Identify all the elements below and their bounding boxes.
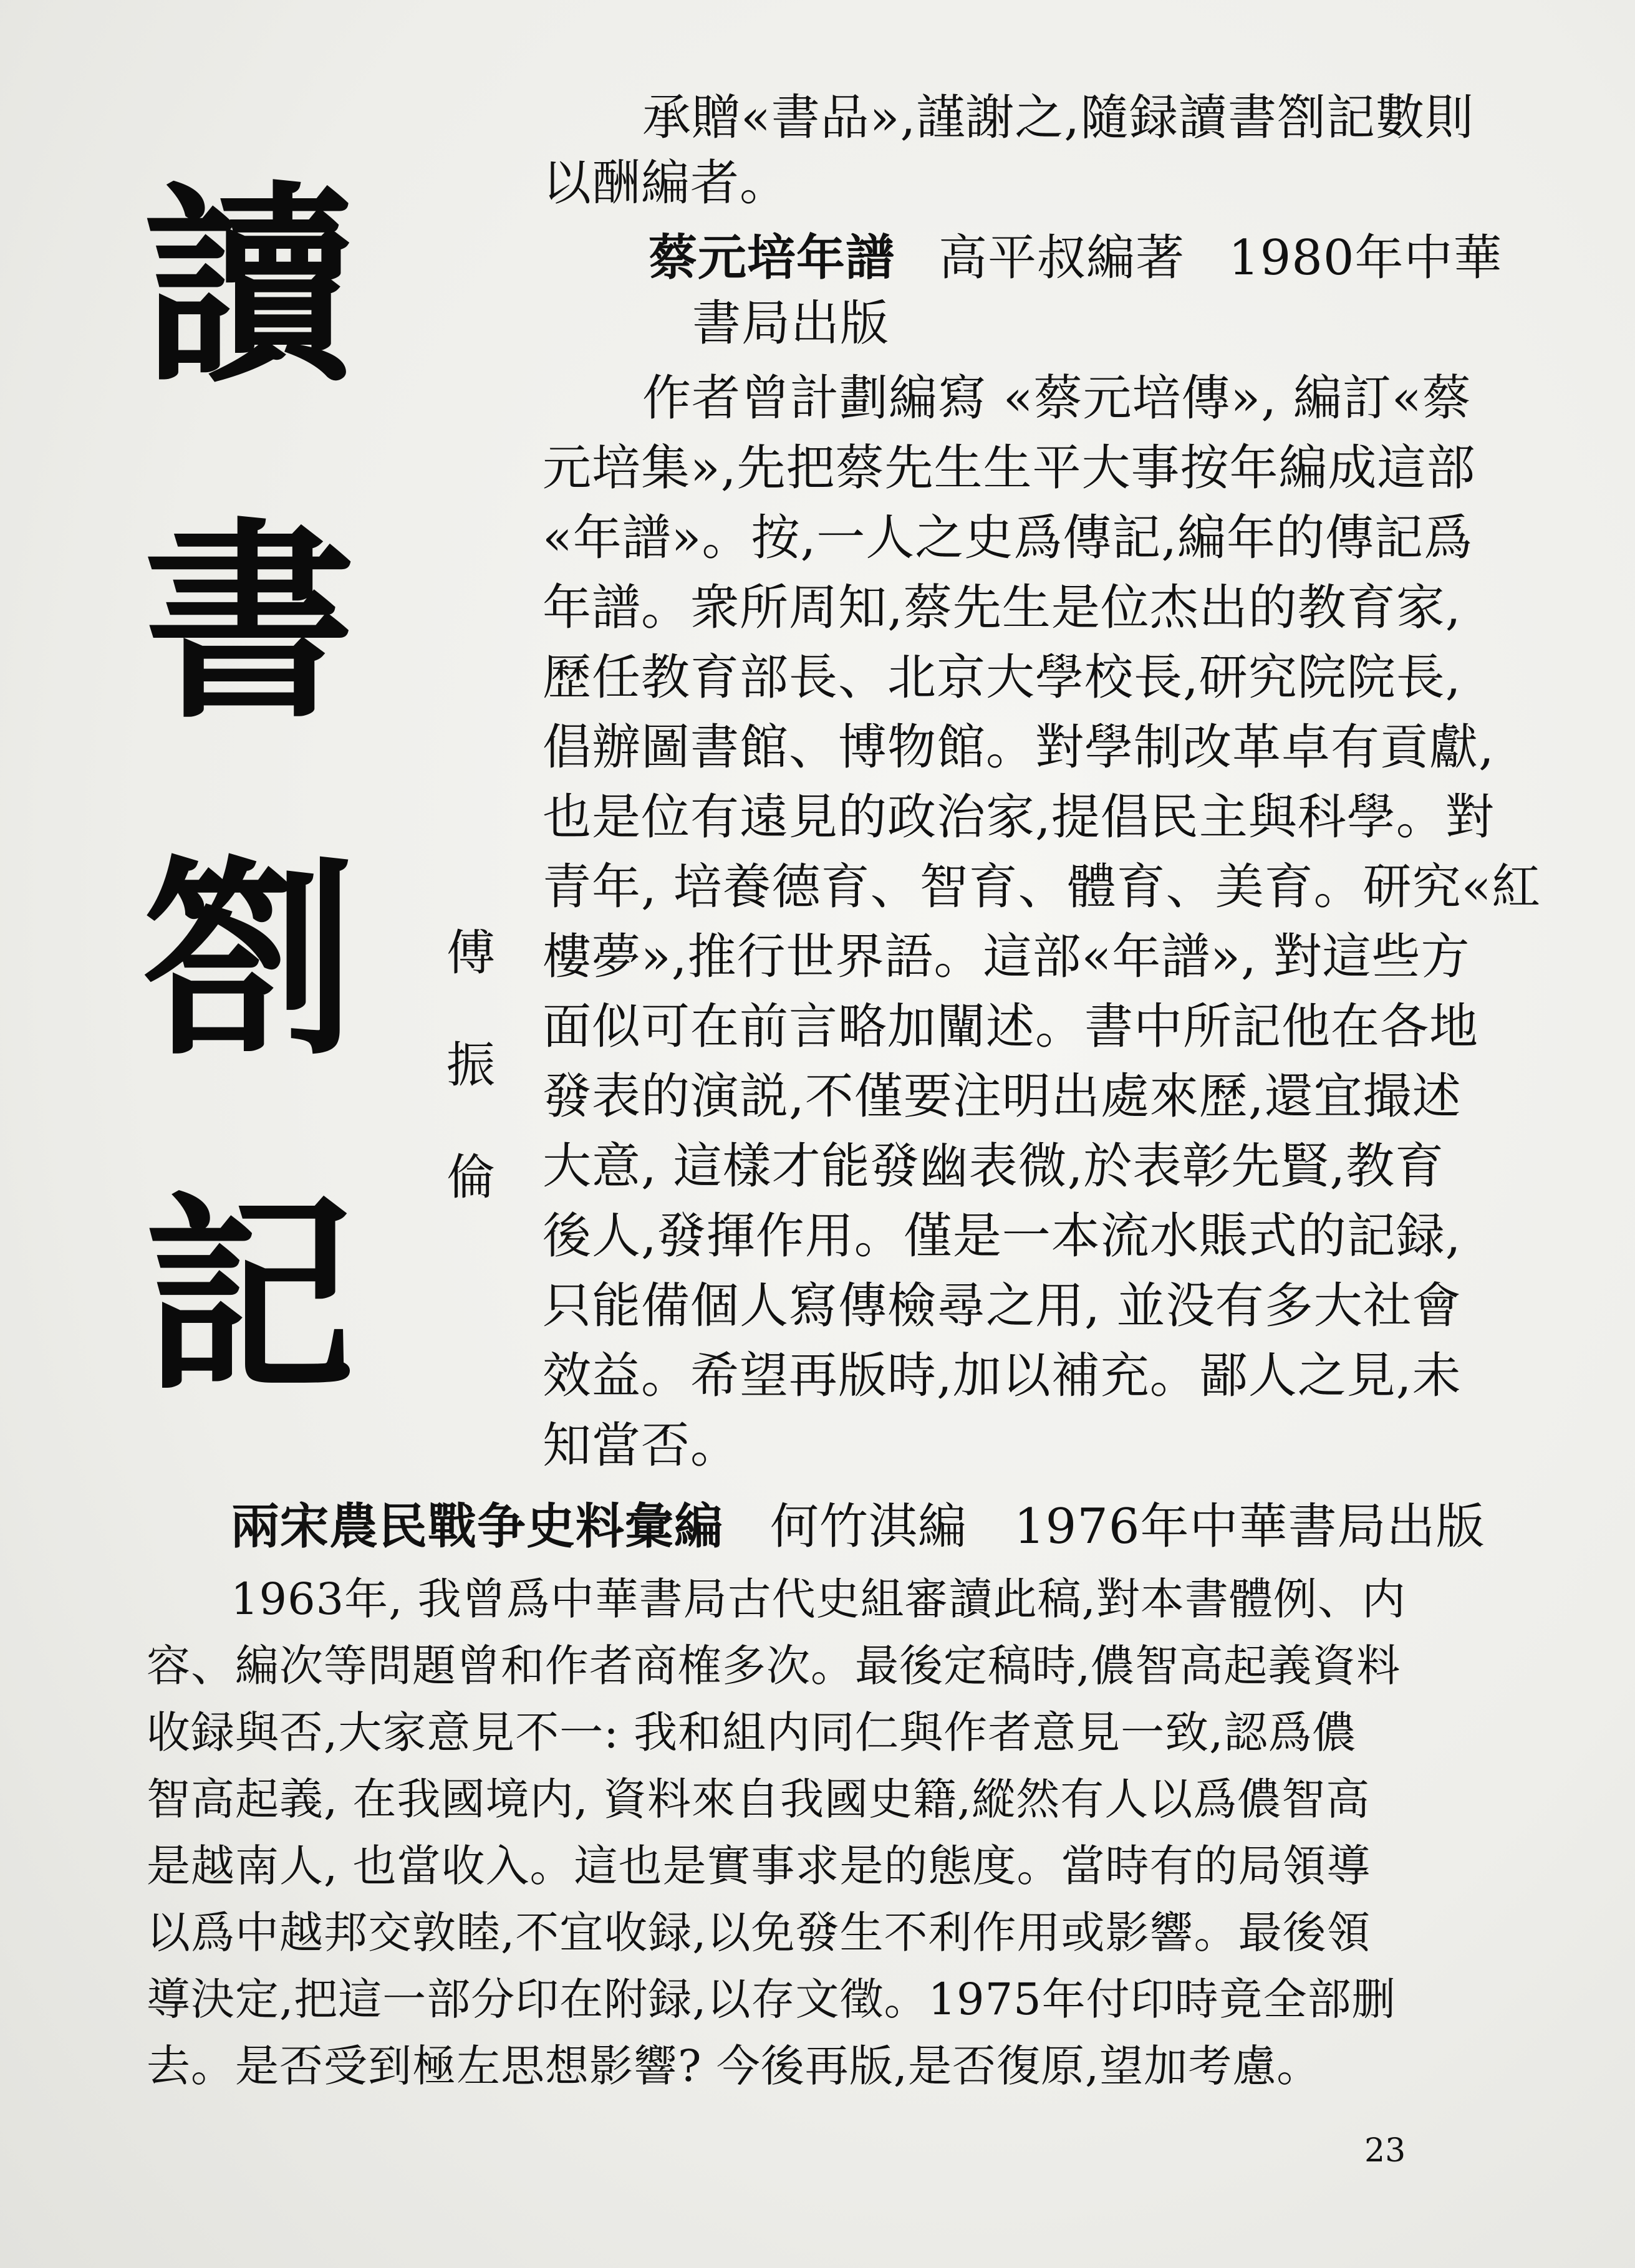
entry2-heading (231, 1499, 1485, 1555)
intro-line: 以酬編者。 (543, 155, 789, 211)
entry1-line: 年譜。衆所周知,蔡先生是位杰出的教育家, (543, 580, 1462, 636)
entry1-line: 青年, 培養德育、智育、體育、美育。研究«紅 (543, 859, 1541, 915)
entry1-line: «年譜»。按,一人之史爲傳記,編年的傳記爲 (543, 510, 1473, 566)
entry1-line: 歷任教育部長、北京大學校長,研究院院長, (543, 650, 1462, 706)
entry1-line: 面似可在前言略加闡述。書中所記他在各地 (543, 999, 1479, 1055)
entry1-line: 後人,發揮作用。僅是一本流水賬式的記録, (543, 1208, 1462, 1264)
entry2-line: 容、編次等問題曾和作者商榷多次。最後定稿時,儂智高起義資料 (147, 1640, 1401, 1691)
entry2-line: 導決定,把這一部分印在附録,以存文徵。1975年付印時竟全部删 (147, 1974, 1396, 2025)
author-char: 傅 (446, 925, 495, 981)
author-name (436, 925, 505, 1266)
entry2-author: 何竹淇編 (770, 1499, 968, 1555)
entry2-publisher: 1976年中華書局出版 (1014, 1499, 1485, 1555)
author-char: 振 (446, 1037, 495, 1093)
entry2-line: 收録與否,大家意見不一: 我和組内同仁與作者意見一致,認爲儂 (147, 1707, 1357, 1758)
entry2-line: 去。是否受到極左思想影響? 今後再版,是否復原,望加考慮。 (147, 2040, 1321, 2092)
entry1-heading (649, 230, 1503, 286)
page-number: 23 (1364, 2132, 1406, 2169)
author-char: 倫 (446, 1150, 495, 1206)
title-char: 書 (143, 499, 355, 747)
entry2-line: 以爲中越邦交敦睦,不宜收録,以免發生不利作用或影響。最後領 (147, 1907, 1371, 1958)
entry1-line: 倡辦圖書館、博物館。對學制改革卓有貢獻, (543, 719, 1495, 776)
title-char: 劄 (143, 835, 355, 1084)
calligraphy-title (118, 162, 380, 1527)
title-char: 記 (143, 1172, 355, 1421)
entry1-publisher-cont: 書局出版 (692, 296, 890, 352)
entry1-line: 知當否。 (543, 1418, 740, 1474)
entry2-line: 智高起義, 在我國境内, 資料來自我國史籍,縱然有人以爲儂智高 (147, 1774, 1371, 1825)
entry2-book-title: 兩宋農民戰争史料彙編 (231, 1499, 724, 1555)
entry1-line: 也是位有遠見的政治家,提倡民主與科學。對 (543, 789, 1495, 845)
entry1-line: 發表的演説,不僅要注明出處來歷,還宜撮述 (543, 1069, 1462, 1125)
entry1-line: 元培集»,先把蔡先生生平大事按年編成這部 (543, 440, 1476, 496)
entry1-line: 只能備個人寫傳檢尋之用, 並没有多大社會 (543, 1278, 1462, 1334)
intro-line: 承贈«書品»,謹謝之,隨録讀書劄記數則 (642, 90, 1475, 146)
entry2-line: 1963年, 我曾爲中華書局古代史組審讀此稿,對本書體例、内 (231, 1574, 1406, 1625)
entry1-line: 作者曾計劃編寫 «蔡元培傳», 編訂«蔡 (642, 370, 1472, 426)
entry1-author: 高平叔編著 (938, 230, 1185, 286)
entry1-publisher: 1980年中華 (1228, 230, 1503, 286)
entry1-line: 大意, 這樣才能發幽表微,於表彰先賢,教育 (543, 1138, 1445, 1194)
entry1-line: 效益。希望再版時,加以補充。鄙人之見,未 (543, 1348, 1462, 1404)
title-char: 讀 (143, 162, 355, 411)
entry2-line: 是越南人, 也當收入。這也是實事求是的態度。當時有的局領導 (147, 1840, 1371, 1891)
entry1-line: 樓夢»,推行世界語。這部«年譜», 對這些方 (543, 929, 1470, 985)
entry1-book-title: 蔡元培年譜 (649, 230, 895, 286)
